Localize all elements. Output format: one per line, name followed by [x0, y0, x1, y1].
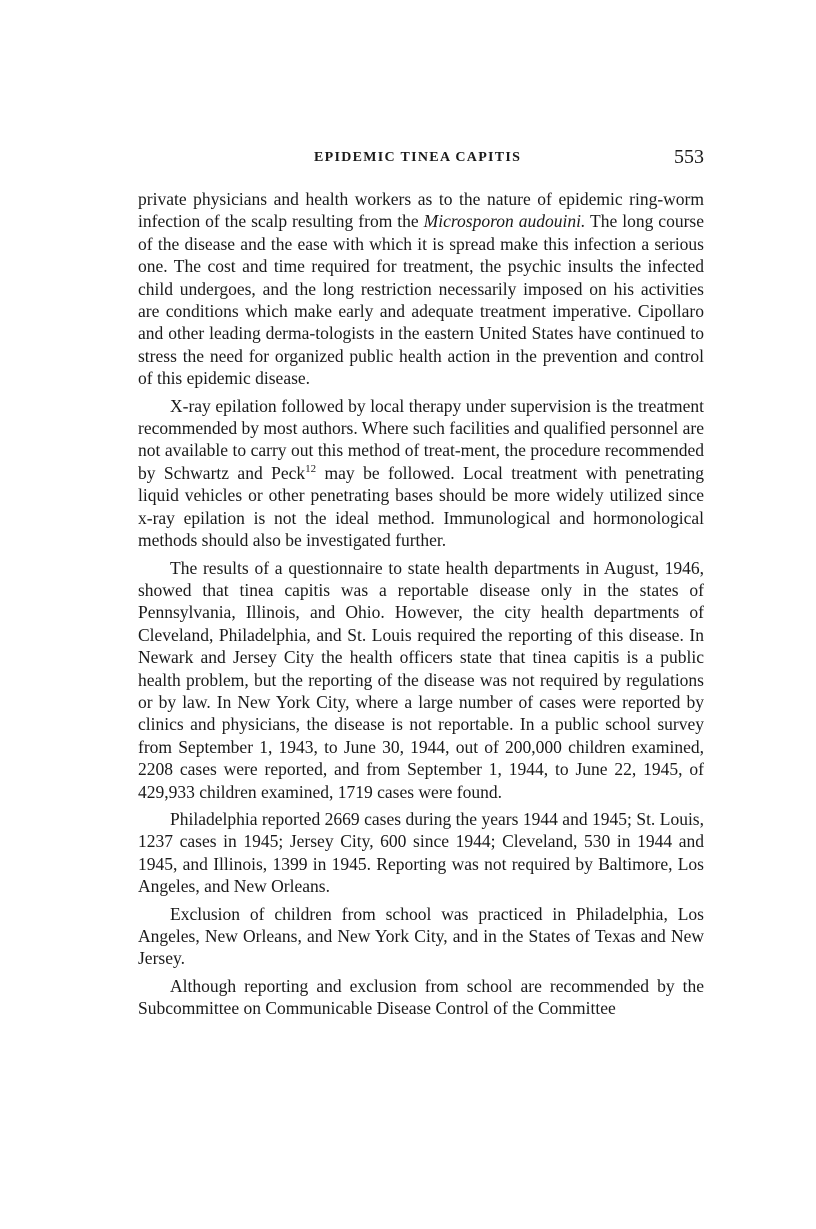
reference-superscript: 12: [305, 463, 317, 476]
paragraph-text: may be followed. Local treatment with penetrating liquid vehicles or other penetrating bases should be more widely utilized since x-ray epilation is not the ideal method. Immunological and hormonological methods should also be investigated further.: [138, 462, 704, 551]
paragraph-continued: [138, 188, 704, 390]
paragraph-treatment: [138, 395, 704, 552]
organism-name: Microsporon audouini.: [423, 211, 586, 232]
paragraph-text: The long course of the disease and the ease with which it is spread make this infection a serious one. The cost and time required for treatment, the psychic insults the infected child undergoes, and the long restriction necessarily imposed on his activities are conditions which make early and adequate treatment imperative. Cipollaro and other leading derma-tologists in the eastern United States have continued to stress the need for organized public health action in the prevention and control of this epidemic disease.: [138, 211, 704, 389]
running-title: EPIDEMIC TINEA CAPITIS: [314, 150, 522, 165]
paragraph-questionnaire: The results of a questionnaire to state health departments in August, 1946, showed that tinea capitis was a reportable disease only in the states of Pennsylvania, Illinois, and Ohio. However, the city health departments of Cleveland, Philadelphia, and St. Louis required the reporting of this disease. In Newark and Jersey City the health officers state that tinea capitis is a public health problem, but the reporting of the disease was not required by regulations or by law. In New York City, where a large number of cases were reported by clinics and physicians, the disease is not reportable. In a public school survey from September 1, 1943, to June 30, 1944, out of 200,000 children examined, 2208 cases were reported, and from September 1, 1944, to June 22, 1945, of 429,933 children examined, 1719 cases were found.: [138, 557, 704, 802]
page-number: 553: [674, 146, 704, 168]
paragraph-subcommittee: Although reporting and exclusion from school are recommended by the Subcommittee on Communicable Disease Control of the Committee: [138, 975, 704, 1019]
book-page: [138, 146, 704, 1025]
paragraph-exclusion: Exclusion of children from school was practiced in Philadelphia, Los Angeles, New Orleans, and New York City, and in the States of Texas and New Jersey.: [138, 903, 704, 969]
paragraph-text: private physicians and health workers as to the nature of epidemic ring-worm infection of the scalp resulting from the: [138, 189, 704, 232]
running-head: [138, 146, 704, 180]
body-text: [138, 188, 704, 1020]
paragraph-city-reports: Philadelphia reported 2669 cases during the years 1944 and 1945; St. Louis, 1237 cases in 1945; Jersey City, 600 since 1944; Cleveland, 530 in 1944 and 1945, and Illinois, 1399 in 1945. Reporting was not required by Baltimore, Los Angeles, and New Orleans.: [138, 808, 704, 897]
paragraph-text: X-ray epilation followed by local therapy under supervision is the treatment recommended by most authors. Where such facilities and qualified personnel are not available to carry out this method of treat-ment, the procedure recommended by Schwartz and Peck: [138, 395, 704, 483]
